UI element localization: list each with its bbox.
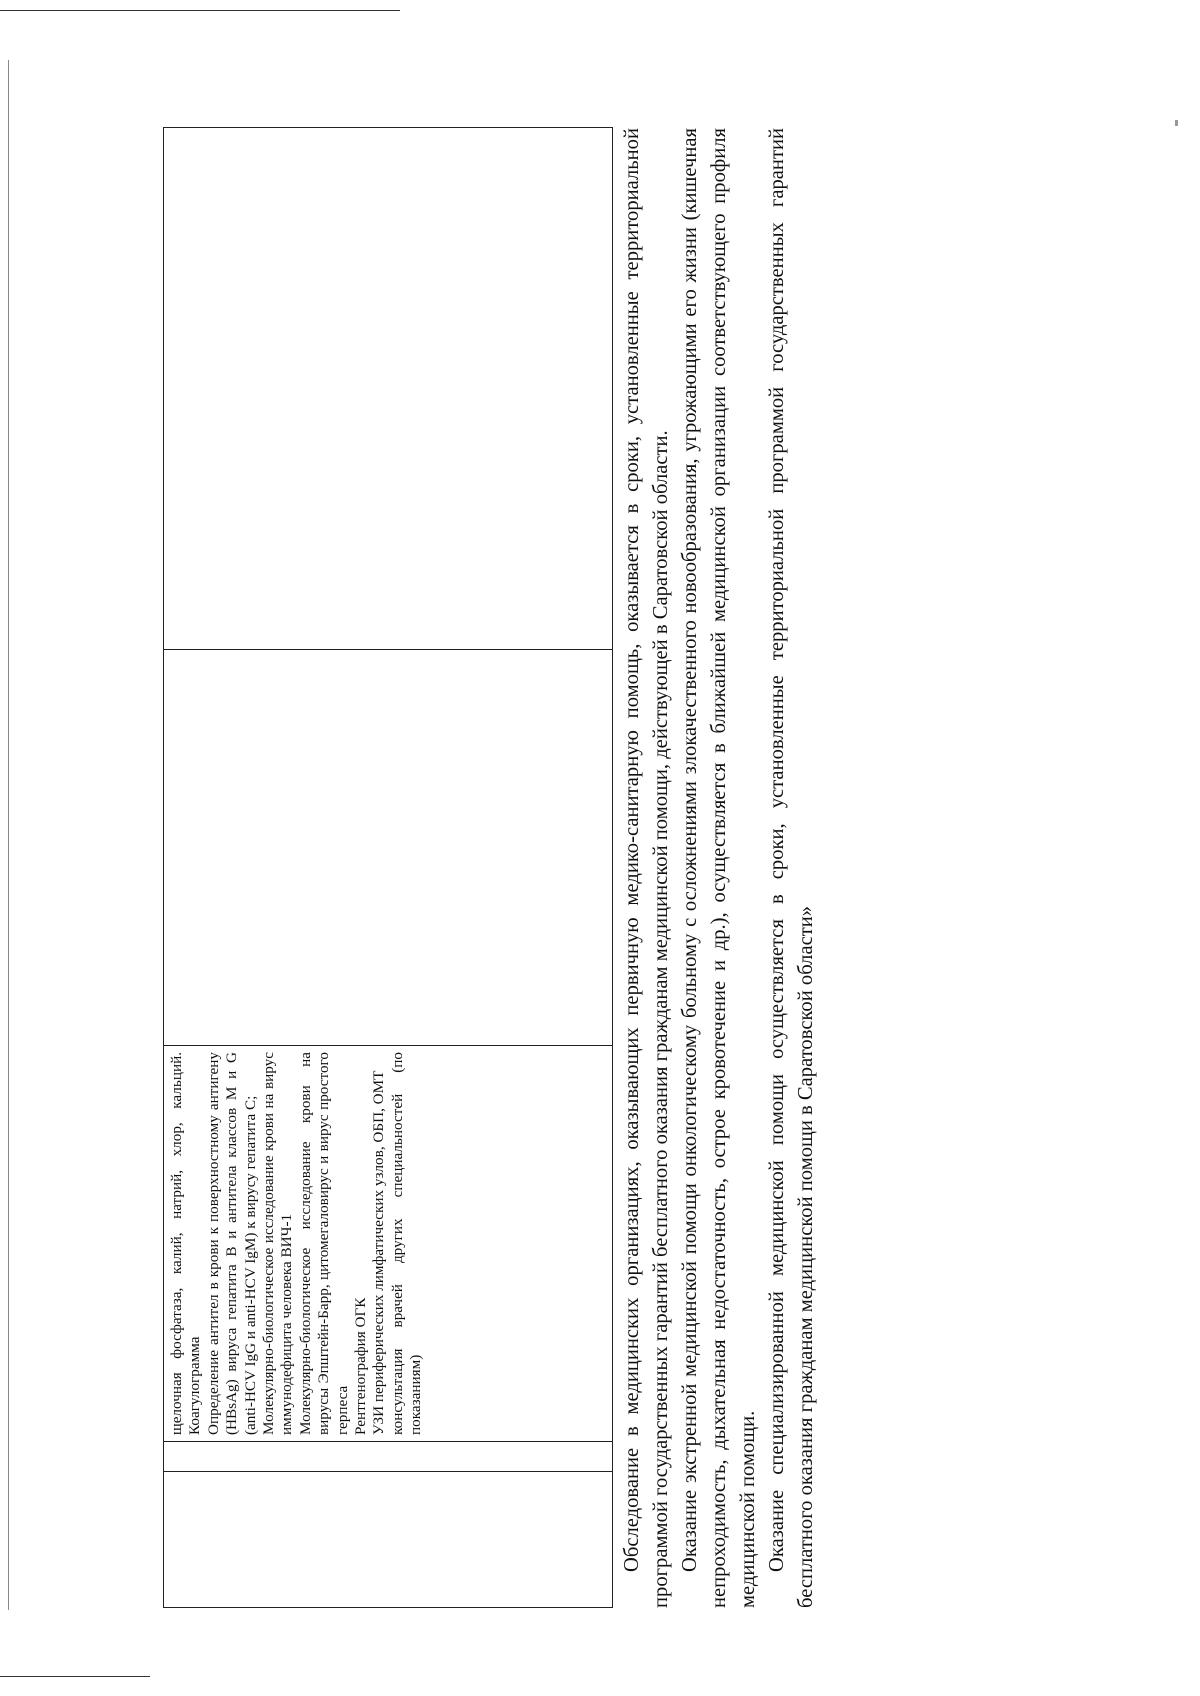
procedure-item: Молекулярно-биологическое исследование крови на вирус иммунодефицита человека ВИЧ-1: [260, 1052, 296, 1435]
procedures-table: [163, 127, 613, 1608]
table-cell-2: [164, 1442, 613, 1472]
procedure-item: щелочная фосфатаза, калий, натрий, хлор, кальций. Коагулограмма: [168, 1052, 204, 1435]
top-rule: [0, 10, 400, 11]
table-cell-4: [164, 650, 613, 1046]
paragraph: Оказание экстренной медицинской помощи онкологическому больному с осложнениями злокачественного новообразования, угрожающими его жизни (кишечная непроходимость, дыхательная недостаточность, острое кровотечение и др.), осуществляется в ближайшей медицинской организации соответствующего профиля медицинской помощи.: [679, 128, 759, 1608]
rotated-page-content: [148, 128, 948, 1608]
procedure-item: Рентгенография ОГК: [352, 1297, 370, 1435]
table-cell-1: [164, 1472, 613, 1608]
procedure-item: УЗИ периферических лимфатических узлов, ОБП, ОМТ: [370, 1070, 388, 1435]
table-row: [164, 128, 613, 1608]
table-cell-5: [164, 128, 613, 650]
paragraph: Оказание специализированной медицинской помощи осуществляется в сроки, установленные территориальной программой государственных гарантий бесплатного оказания гражданам медицинской помощи в Саратовской области»: [766, 128, 817, 1608]
page-mark: [1175, 120, 1178, 126]
procedure-item: Молекулярно-биологическое исследование крови на вирусы Эпштейн-Барр, цитомегаловирус и вирус простого герпеса: [296, 1052, 351, 1435]
bottom-rule: [0, 1676, 150, 1677]
left-margin-rule: [8, 60, 9, 1610]
procedure-item: консультация врачей других специальностей (по показаниям): [388, 1052, 425, 1435]
procedure-item: Определение антител в крови к поверхностному антигену (HBsAg) вируса гепатита B и антитела классов M и G (anti-HCV IgG и anti-HCV IgM) к вирусу гепатита C;: [204, 1052, 259, 1435]
body-text: [618, 128, 821, 1608]
paragraph: Обследование в медицинских организациях, оказывающих первичную медико-санитарную помощь, оказывается в сроки, установленные территориальной программой государственных гарантий бесплатного оказания гражданам медицинской помощи, действующей в Саратовской области.: [621, 128, 672, 1608]
table-cell-procedures: [164, 1046, 613, 1442]
